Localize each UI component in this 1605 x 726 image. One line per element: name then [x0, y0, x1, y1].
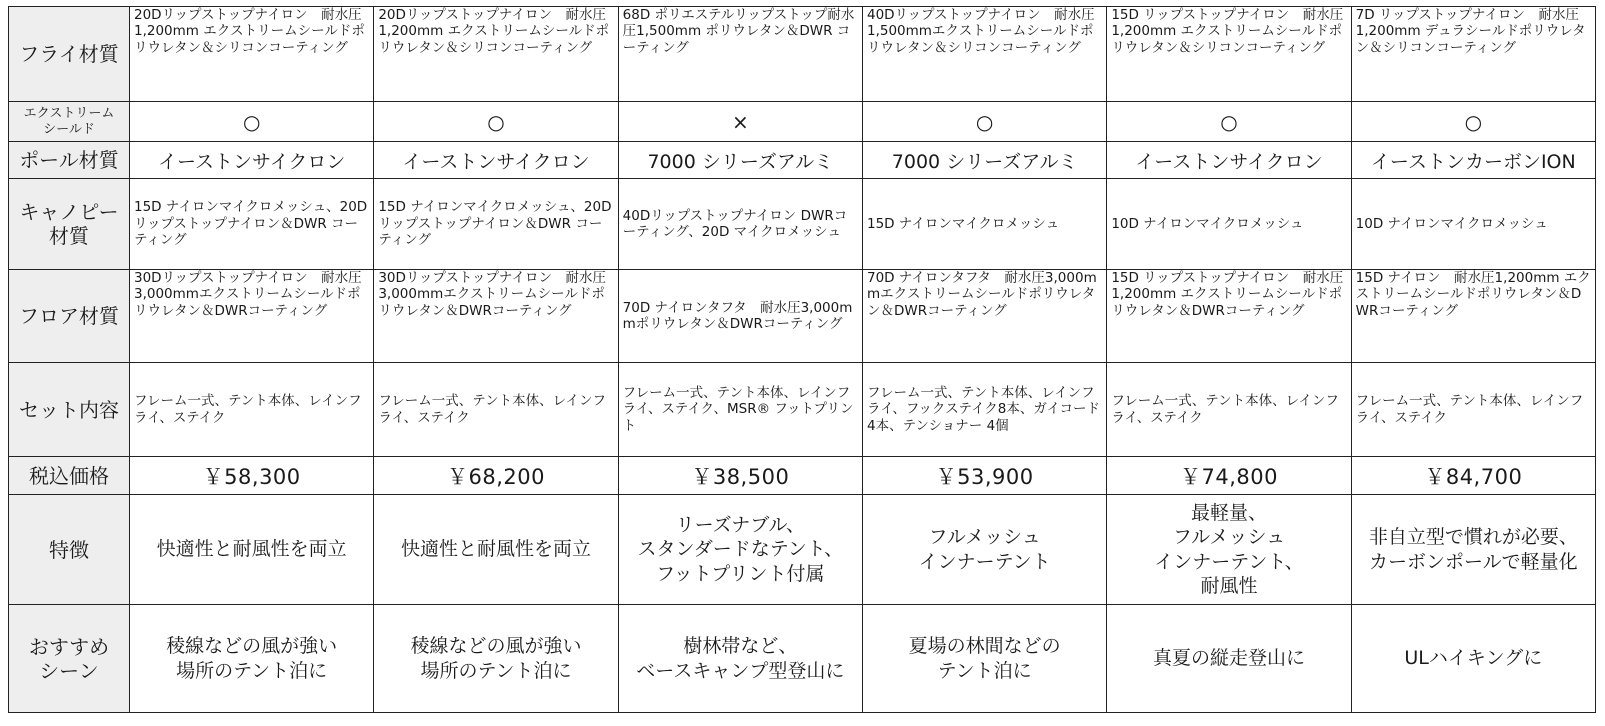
table-row-pole-material [9, 142, 1596, 179]
features-cell: リーズナブル、 スタンダードなテント、 フットプリント付属 [618, 495, 862, 605]
table-row-floor-material [9, 270, 1596, 363]
recommended-scene-cell: 夏場の林間などの テント泊に [862, 605, 1106, 713]
features-cell: 非自立型で慣れが必要、 カーボンポールで軽量化 [1351, 495, 1595, 605]
floor-material-cell: 30Dリップストップナイロン 耐水圧3,000mmエクストリームシールドポリウレタン＆DWRコーティング [130, 270, 374, 363]
fly-material-cell: 7D リップストップナイロン 耐水圧1,200mm デュラシールドポリウレタン＆シリコンコーティング [1351, 7, 1595, 102]
recommended-scene-cell: 稜線などの風が強い 場所のテント泊に [374, 605, 618, 713]
set-contents-cell: フレーム一式、テント本体、レインフライ、フックステイク8本、ガイコード 4本、テンショナー 4個 [862, 363, 1106, 457]
floor-material-cell: 15D リップストップナイロン 耐水圧1,200mm エクストリームシールドポリウレタン＆DWRコーティング [1107, 270, 1351, 363]
set-contents-cell: フレーム一式、テント本体、レインフライ、ステイク [1107, 363, 1351, 457]
table-row-features [9, 495, 1596, 605]
set-contents-cell: フレーム一式、テント本体、レインフライ、ステイク [1351, 363, 1595, 457]
recommended-scene-cell: 稜線などの風が強い 場所のテント泊に [130, 605, 374, 713]
row-header-pole-material: ポール材質 [9, 142, 130, 179]
price-cell: ￥74,800 [1107, 457, 1351, 495]
extreme-shield-mark: ○ [1351, 102, 1595, 142]
fly-material-cell: 20Dリップストップナイロン 耐水圧1,200mm エクストリームシールドポリウレタン＆シリコンコーティング [374, 7, 618, 102]
floor-material-cell: 30Dリップストップナイロン 耐水圧3,000mmエクストリームシールドポリウレタン＆DWRコーティング [374, 270, 618, 363]
features-cell: 最軽量、 フルメッシュ インナーテント、 耐風性 [1107, 495, 1351, 605]
row-header-recommended-scene: おすすめ シーン [9, 605, 130, 713]
canopy-material-cell: 10D ナイロンマイクロメッシュ [1351, 179, 1595, 270]
row-header-floor-material: フロア材質 [9, 270, 130, 363]
extreme-shield-mark: ○ [130, 102, 374, 142]
table-row-fly-material [9, 7, 1596, 102]
canopy-material-cell: 10D ナイロンマイクロメッシュ [1107, 179, 1351, 270]
price-cell: ￥58,300 [130, 457, 374, 495]
recommended-scene-cell: 樹林帯など、 ベースキャンプ型登山に [618, 605, 862, 713]
extreme-shield-mark: ○ [1107, 102, 1351, 142]
features-cell: 快適性と耐風性を両立 [130, 495, 374, 605]
features-cell: フルメッシュ インナーテント [862, 495, 1106, 605]
row-header-features: 特徴 [9, 495, 130, 605]
canopy-material-cell: 15D ナイロンマイクロメッシュ、20Dリップストップナイロン＆DWR コーティング [130, 179, 374, 270]
spec-table-wrapper [8, 6, 1596, 713]
floor-material-cell: 70D ナイロンタフタ 耐水圧3,000mmエクストリームシールドポリウレタン＆DWRコーティング [862, 270, 1106, 363]
row-header-set-contents: セット内容 [9, 363, 130, 457]
recommended-scene-cell: ULハイキングに [1351, 605, 1595, 713]
set-contents-cell: フレーム一式、テント本体、レインフライ、ステイク、MSR® フットプリント [618, 363, 862, 457]
set-contents-cell: フレーム一式、テント本体、レインフライ、ステイク [374, 363, 618, 457]
floor-material-cell: 70D ナイロンタフタ 耐水圧3,000mmポリウレタン＆DWRコーティング [618, 270, 862, 363]
row-header-price: 税込価格 [9, 457, 130, 495]
price-cell: ￥53,900 [862, 457, 1106, 495]
price-cell: ￥68,200 [374, 457, 618, 495]
features-cell: 快適性と耐風性を両立 [374, 495, 618, 605]
table-row-extreme-shield [9, 102, 1596, 142]
extreme-shield-mark: ○ [374, 102, 618, 142]
table-row-price [9, 457, 1596, 495]
row-header-extreme-shield: エクストリーム シールド [9, 102, 130, 142]
fly-material-cell: 20Dリップストップナイロン 耐水圧1,200mm エクストリームシールドポリウレタン＆シリコンコーティング [130, 7, 374, 102]
pole-material-cell: イーストンサイクロン [130, 142, 374, 179]
tent-comparison-table [8, 6, 1596, 713]
canopy-material-cell: 15D ナイロンマイクロメッシュ [862, 179, 1106, 270]
pole-material-cell: イーストンカーボンION [1351, 142, 1595, 179]
fly-material-cell: 40Dリップストップナイロン 耐水圧1,500mmエクストリームシールドポリウレタン＆シリコンコーティング [862, 7, 1106, 102]
set-contents-cell: フレーム一式、テント本体、レインフライ、ステイク [130, 363, 374, 457]
row-header-fly-material: フライ材質 [9, 7, 130, 102]
price-cell: ￥84,700 [1351, 457, 1595, 495]
table-row-recommended-scene [9, 605, 1596, 713]
pole-material-cell: 7000 シリーズアルミ [618, 142, 862, 179]
canopy-material-cell: 40Dリップストップナイロン DWRコーティング、20D マイクロメッシュ [618, 179, 862, 270]
recommended-scene-cell: 真夏の縦走登山に [1107, 605, 1351, 713]
canopy-material-cell: 15D ナイロンマイクロメッシュ、20Dリップストップナイロン＆DWR コーティング [374, 179, 618, 270]
extreme-shield-mark: × [618, 102, 862, 142]
pole-material-cell: イーストンサイクロン [1107, 142, 1351, 179]
extreme-shield-mark: ○ [862, 102, 1106, 142]
pole-material-cell: 7000 シリーズアルミ [862, 142, 1106, 179]
fly-material-cell: 15D リップストップナイロン 耐水圧1,200mm エクストリームシールドポリウレタン＆シリコンコーティング [1107, 7, 1351, 102]
table-row-set-contents [9, 363, 1596, 457]
pole-material-cell: イーストンサイクロン [374, 142, 618, 179]
table-row-canopy-material [9, 179, 1596, 270]
row-header-canopy-material: キャノピー 材質 [9, 179, 130, 270]
floor-material-cell: 15D ナイロン 耐水圧1,200mm エクストリームシールドポリウレタン＆DWRコーティング [1351, 270, 1595, 363]
fly-material-cell: 68D ポリエステルリップストップ耐水圧1,500mm ポリウレタン＆DWR コーティング [618, 7, 862, 102]
price-cell: ￥38,500 [618, 457, 862, 495]
